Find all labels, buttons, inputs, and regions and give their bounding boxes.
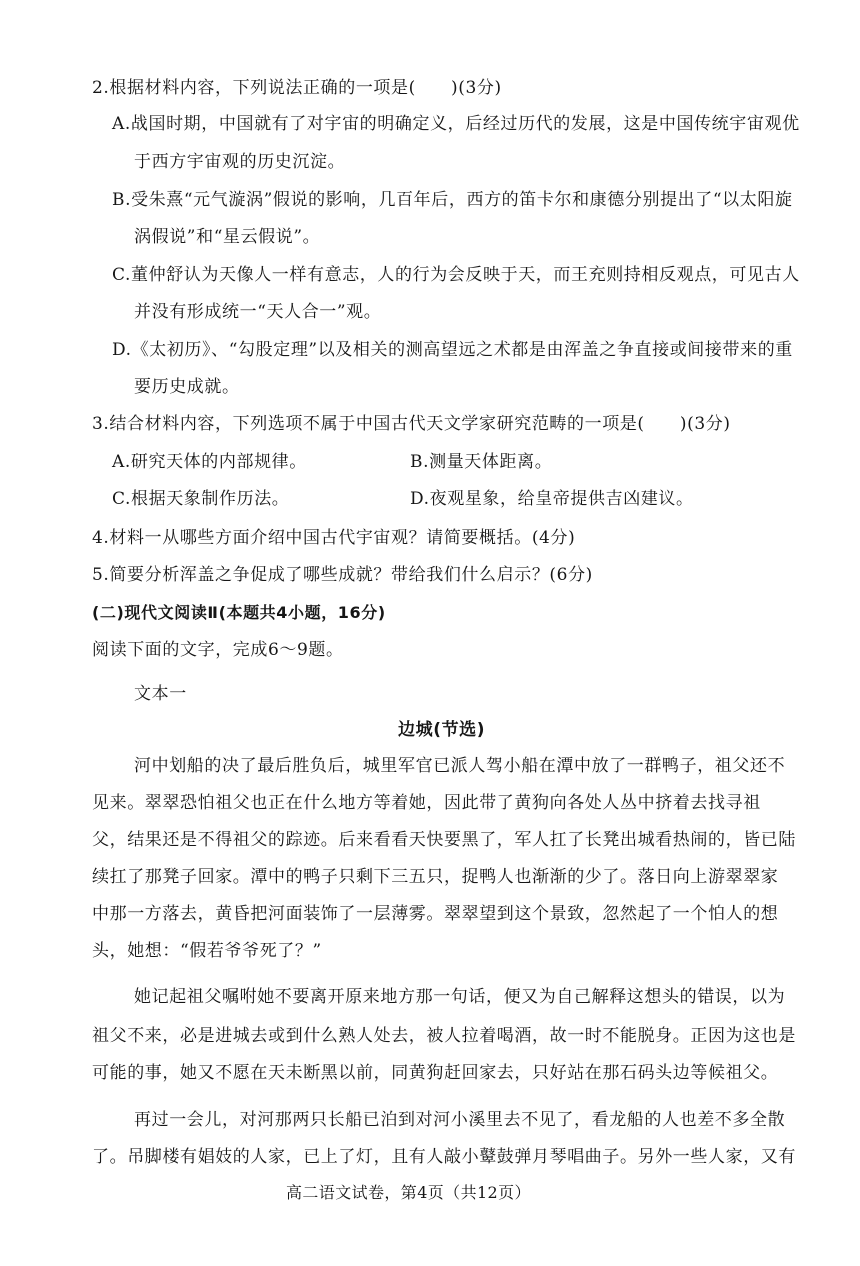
paragraph-2-line: 祖父不来，必是进城去或到什么熟人处去，被人拉着喝酒，故一时不能脱身。正因为这也是 (92, 1026, 796, 1046)
question-2-stem: 2.根据材料内容，下列说法正确的一项是( )(3分) (92, 78, 502, 98)
question-2-option-c-cont: 并没有形成统一“天人合一”观。 (134, 302, 382, 322)
paragraph-1-line: 见来。翠翠恐怕祖父也正在什么地方等着她，因此带了黄狗向各处人丛中挤着去找寻祖 (92, 793, 761, 813)
paragraph-1-line: 续扛了那凳子回家。潭中的鸭子只剩下三五只，捉鸭人也渐渐的少了。落日向上游翠翠家 (92, 867, 779, 887)
question-2-option-b-cont: 涡假说”和“星云假说”。 (134, 227, 321, 247)
paragraph-1-line: 头，她想：“假若爷爷死了？” (92, 941, 322, 961)
passage-title: 边城(节选) (398, 720, 486, 740)
question-2-option-b: B.受朱熹“元气漩涡”假说的影响，几百年后，西方的笛卡尔和康德分别提出了“以太阳旋 (112, 190, 793, 210)
paragraph-1-line: 中那一方落去，黄昏把河面装饰了一层薄雾。翠翠望到这个景致，忽然起了一个怕人的想 (92, 904, 779, 924)
question-3-stem: 3.结合材料内容，下列选项不属于中国古代天文学家研究范畴的一项是( )(3分) (92, 414, 731, 434)
paragraph-3-line: 再过一会儿，对河那两只长船已泊到对河小溪里去不见了，看龙船的人也差不多全散 (134, 1110, 786, 1130)
page-footer: 高二语文试卷，第4页（共12页） (286, 1183, 531, 1202)
paragraph-1-line: 父，结果还是不得祖父的踪迹。后来看看天快要黑了，军人扛了长凳出城看热闹的，皆已陆 (92, 830, 796, 850)
question-3-option-c: C.根据天象制作历法。 (112, 489, 290, 509)
question-2-option-d: D.《太初历》、“勾股定理”以及相关的测高望远之术都是由浑盖之争直接或间接带来的重 (112, 340, 793, 360)
question-2-option-c: C.董仲舒认为天像人一样有意志，人的行为会反映于天，而王充则持相反观点，可见古人 (112, 265, 800, 285)
question-2-option-d-cont: 要历史成就。 (134, 377, 240, 397)
paragraph-2-line: 可能的事，她又不愿在天未断黑以前，同黄狗赶回家去，只好站在那石码头边等候祖父。 (92, 1063, 779, 1083)
question-2-option-a-cont: 于西方宇宙观的历史沉淀。 (134, 152, 346, 172)
paragraph-2-line: 她记起祖父嘱咐她不要离开原来地方那一句话，便又为自己解释这想头的错误，以为 (134, 987, 786, 1007)
question-3-option-d: D.夜观星象，给皇帝提供吉凶建议。 (410, 489, 694, 509)
section-heading: (二)现代文阅读Ⅱ(本题共4小题，16分) (92, 603, 386, 622)
question-3-option-a: A.研究天体的内部规律。 (112, 452, 307, 472)
paragraph-1-line: 河中划船的决了最后胜负后，城里军官已派人驾小船在潭中放了一群鸭子，祖父还不 (134, 756, 786, 776)
reading-instruction: 阅读下面的文字，完成6～9题。 (92, 640, 344, 660)
paragraph-3-line: 了。吊脚楼有娼妓的人家，已上了灯，且有人敲小鼙鼓弹月琴唱曲子。另外一些人家，又有 (92, 1147, 796, 1167)
question-5: 5.简要分析浑盖之争促成了哪些成就？带给我们什么启示？(6分) (92, 565, 593, 585)
question-3-option-b: B.测量天体距离。 (410, 452, 553, 472)
question-4: 4.材料一从哪些方面介绍中国古代宇宙观？请简要概括。(4分) (92, 528, 576, 548)
question-2-option-a: A.战国时期，中国就有了对宇宙的明确定义，后经过历代的发展，这是中国传统宇宙观优 (112, 114, 800, 134)
text-label: 文本一 (134, 684, 187, 704)
